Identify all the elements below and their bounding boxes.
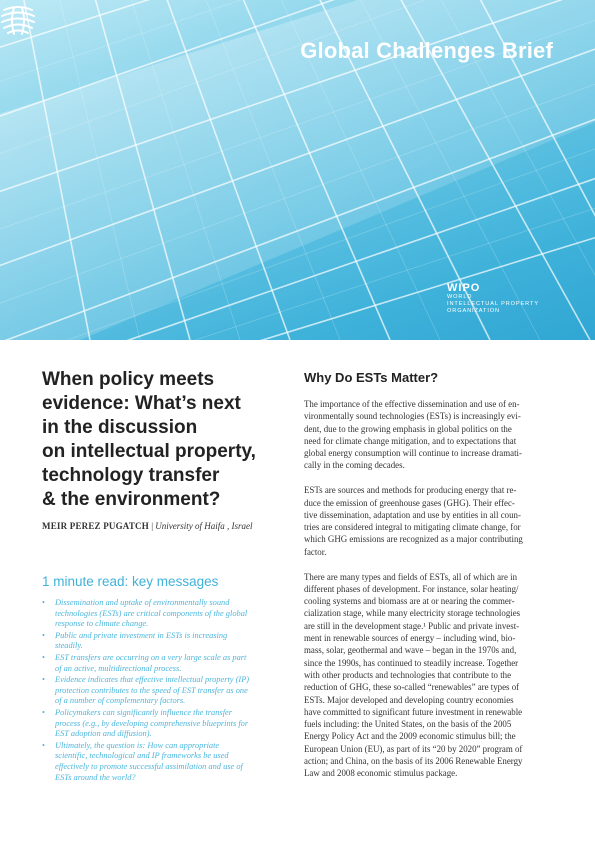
key-messages-heading: 1 minute read: key messages: [42, 574, 219, 589]
list-item: [42, 675, 292, 707]
list-item: [42, 653, 292, 674]
key-message-text: Evidence indicates that effective intellectual property (IP) protection contributes to the speed of EST transfer as one of a number of complementary factors.: [55, 675, 250, 706]
bullet-icon: •: [42, 707, 45, 717]
byline: [42, 521, 287, 531]
brief-series-title: Global Challenges Brief: [300, 38, 553, 63]
body-paragraph: There are many types and fields of ESTs, all of which are in different phases of development. For instance, solar heating/ cooling systems and biomass are at or nearing the commer- cialization stage, while many electricity storage technologies are still in the development stage.¹ Public and private invest- ment in renewable sources of energy – including wind, bio- mass, solar, geothermal and wave – began in the 1970s and, since the 1990s, has continued to steadily increase. Together with other products and technologies that contribute to the reduction of GHG, these so-called “renewables” are types of ESTs. Major developed and developing country economies have committed to significant future investment in renewable fuels including: the United States, on the basis of the 2005 Energy Policy Act and the 2009 economic stimulus bill; the European Union (EU), as part of its “20 by 2020” program of action; and China, on the basis of its 2006 Renewable Energy Law and 2008 economic stimulus package.: [304, 571, 523, 779]
bullet-icon: •: [42, 598, 45, 607]
article-title-line: on intellectual property,: [42, 441, 256, 462]
bullet-icon: •: [42, 630, 45, 640]
body-column: [304, 370, 556, 792]
wipo-name-line: WORLD: [447, 294, 473, 300]
list-item: [42, 598, 292, 630]
bullet-icon: •: [42, 675, 45, 685]
key-message-text: Public and private investment in ESTs is increasing steadily.: [55, 630, 228, 651]
wipo-name-line: ORGANIZATION: [447, 308, 500, 314]
key-message-text: EST transfers are occurring on a very large scale as part of an active, multidirectional process.: [55, 652, 247, 673]
article-title-line: & the environment?: [42, 489, 221, 510]
article-title-line: evidence: What’s next: [42, 393, 241, 414]
bullet-icon: •: [42, 740, 45, 750]
author-name: MEIR PEREZ PUGATCH: [42, 521, 149, 531]
key-message-text: Ultimately, the question is: How can appropriate scientific, technological and IP frameworks be used effectively to promote successful assimilation and use of ESTs around the world?: [55, 740, 243, 782]
key-messages-list: [42, 598, 292, 784]
article-title-line: When policy meets: [42, 369, 215, 390]
body-paragraph: ESTs are sources and methods for producing energy that re- duce the emission of greenhouse gases (GHG). Their effec- tive dissemination, adaptation and use by entities in all coun- tries are considered integral to mitigating climate change, for which GHG emissions are recognized as a major contributing factor.: [304, 485, 523, 557]
article-title-line: technology transfer: [42, 465, 220, 486]
wipo-name-line: INTELLECTUAL PROPERTY: [447, 301, 539, 307]
key-message-text: Policymakers can significantly influence the transfer process (e.g., by developing comprehensive blueprints for EST adoption and diffusion).: [55, 707, 249, 739]
byline-separator: |: [151, 521, 153, 531]
list-item: [42, 708, 292, 740]
list-item: [42, 631, 292, 652]
author-affiliation: University of Haifa , Israel: [155, 521, 253, 531]
wipo-globe-logo-icon: [0, 0, 120, 80]
article-title-line: in the discussion: [42, 417, 198, 438]
article-title: [42, 368, 287, 512]
body-paragraph: The importance of the effective dissemination and use of en- vironmentally sound technologies (ESTs) is increasingly evi- dent, due to the growing emphasis in global politics on the need for climate change mitigation, and to expectations that global energy consumption will continue to increase dramati- cally in the coming decades.: [304, 399, 522, 471]
cover-image-solar-panels: [0, 0, 595, 340]
key-message-text: Dissemination and uptake of environmentally sound technologies (ESTs) are critical components of the global response to climate change.: [55, 598, 248, 629]
list-item: [42, 741, 292, 783]
title-block: [42, 368, 287, 531]
wipo-wordmark: [447, 282, 539, 315]
section-heading: Why Do ESTs Matter?: [304, 370, 439, 385]
wipo-abbreviation: WIPO: [447, 282, 481, 294]
bullet-icon: •: [42, 652, 45, 662]
